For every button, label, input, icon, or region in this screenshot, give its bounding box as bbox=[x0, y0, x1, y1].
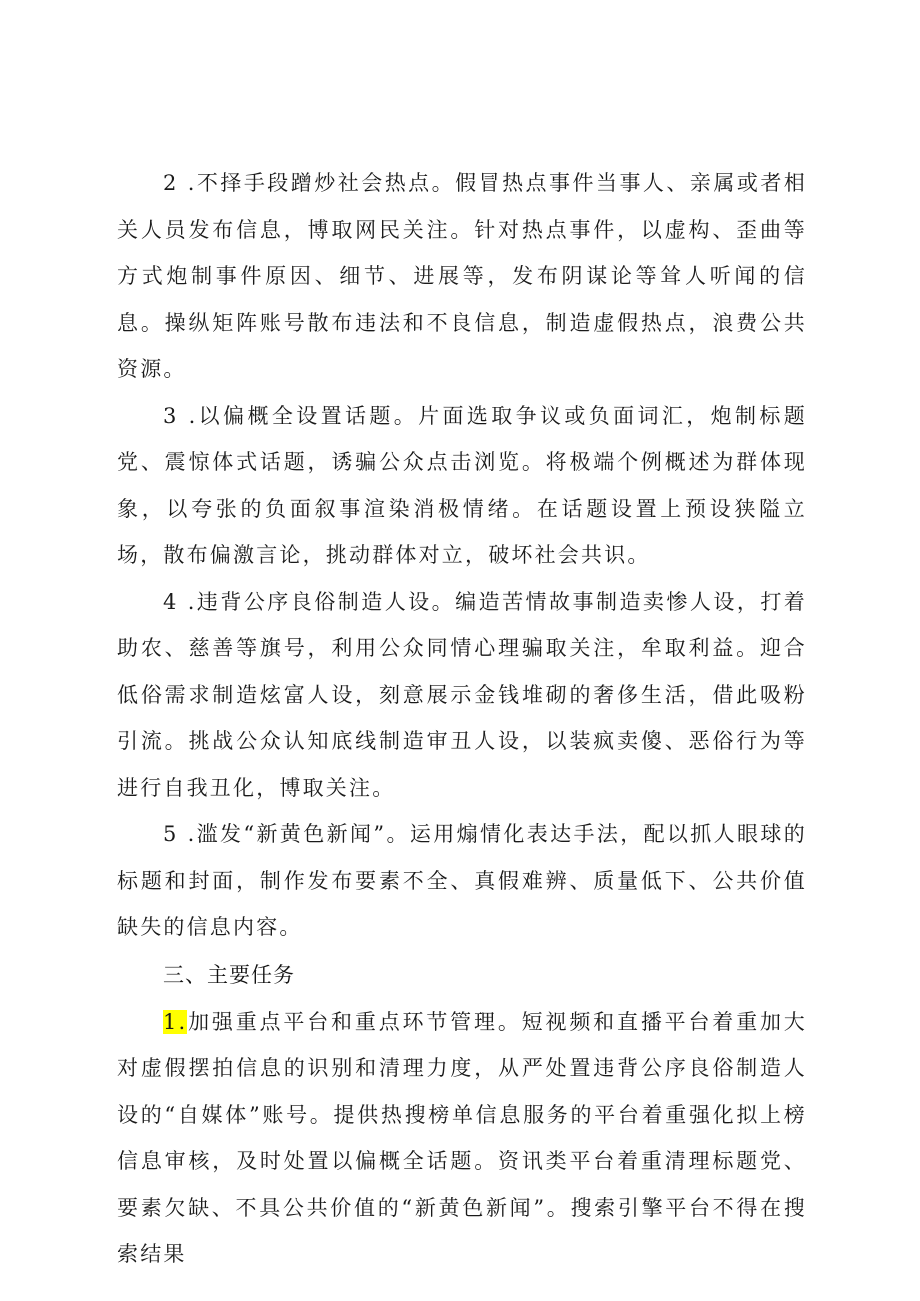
paragraph-text: 以偏概全设置话题。片面选取争议或负面词汇，炮制标题党、震惊体式话题，诱骗公众点击浏览。将极端个例概述为群体现象，以夸张的负面叙事渲染消极情绪。在话题设置上预设狭隘立场，散布偏激言论，挑动群体对立，破坏社会共识。 bbox=[117, 403, 808, 567]
paragraph-number: 4 . bbox=[163, 589, 197, 614]
document-body bbox=[117, 160, 807, 1278]
paragraph-item-5 bbox=[117, 811, 807, 951]
paragraph-item-2 bbox=[117, 160, 807, 393]
paragraph-text: 不择手段蹭炒社会热点。假冒热点事件当事人、亲属或者相关人员发布信息，博取网民关注。针对热点事件，以虚构、歪曲等方式炮制事件原因、细节、进展等，发布阴谋论等耸人听闻的信息。操纵矩阵账号散布违法和不良信息，制造虚假热点，浪费公共资源。 bbox=[117, 171, 807, 381]
paragraph-number: 3 . bbox=[163, 403, 198, 428]
section-heading: 三、主要任务 bbox=[163, 962, 295, 987]
paragraph-number: 5 . bbox=[163, 822, 197, 846]
task-paragraph-1 bbox=[117, 999, 807, 1278]
paragraph-item-3 bbox=[117, 393, 807, 579]
paragraph-text: 滥发“新黄色新闻”。运用煽情化表达手法，配以抓人眼球的标题和封面，制作发布要素不全、真假难辨、质量低下、公共价值缺失的信息内容。 bbox=[117, 822, 807, 939]
paragraph-text: 违背公序良俗制造人设。编造苦情故事制造卖惨人设，打着助农、慈善等旗号，利用公众同情心理骗取关注，牟取利益。迎合低俗需求制造炫富人设，刻意展示金钱堆砌的奢侈生活，借此吸粉引流。挑战公众认知底线制造审丑人设，以装疯卖傻、恶俗行为等进行自我丑化，博取关注。 bbox=[117, 589, 807, 800]
task-paragraph-text: 加强重点平台和重点环节管理。短视频和直播平台着重加大对虚假摆拍信息的识别和清理力度，从严处置违背公序良俗制造人设的“自媒体”账号。提供热搜榜单信息服务的平台着重强化拟上榜信息审核，及时处置以偏概全话题。资讯类平台着重清理标题党、要素欠缺、不具公共价值的“新黄色新闻”。搜索引擎平台不得在搜索结果 bbox=[117, 1009, 807, 1266]
task-number-highlighted: 1. bbox=[163, 1009, 188, 1034]
paragraph-number: 2 . bbox=[163, 171, 197, 195]
paragraph-item-4 bbox=[117, 579, 807, 812]
